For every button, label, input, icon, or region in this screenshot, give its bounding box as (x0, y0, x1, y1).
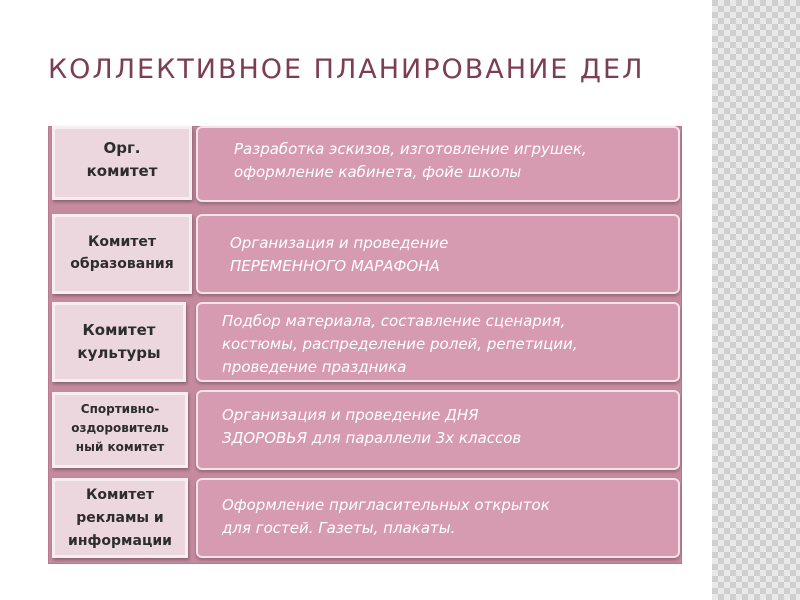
row-description-3 (196, 302, 680, 382)
committee-label-text-2: Комитет образования (70, 234, 174, 272)
row-description-text-5: Оформление пригласительных открыток для гостей. Газеты, плакаты. (222, 496, 550, 537)
page-title: КОЛЛЕКТИВНОЕ ПЛАНИРОВАНИЕ ДЕЛ (48, 54, 645, 85)
committee-label-text-3: Комитет культуры (77, 321, 161, 362)
committee-label-2 (52, 214, 192, 294)
committee-label-text-1: Орг. комитет (86, 139, 158, 180)
row-description-1 (196, 126, 680, 202)
committee-label-3 (52, 302, 186, 382)
row-description-text-2: Организация и проведение ПЕРЕМЕННОГО МАРАФОНА (230, 234, 449, 275)
committee-label-4 (52, 392, 188, 468)
row-description-2 (196, 214, 680, 294)
decorative-side-band (712, 0, 800, 600)
committee-label-5 (52, 478, 188, 558)
committee-label-1 (52, 126, 192, 200)
row-description-text-4: Организация и проведение ДНЯ ЗДОРОВЬЯ для параллели 3х классов (222, 406, 522, 447)
row-description-text-1: Разработка эскизов, изготовление игрушек, оформление кабинета, фойе школы (234, 140, 587, 181)
committee-label-text-5: Комитет рекламы и информации (68, 487, 172, 549)
row-description-text-3: Подбор материала, составление сценария, костюмы, распределение ролей, репетиции, проведение праздника (222, 312, 578, 376)
row-description-4 (196, 390, 680, 470)
row-description-5 (196, 478, 680, 558)
committee-label-text-4: Спортивно- оздоровитель ный комитет (71, 402, 169, 454)
